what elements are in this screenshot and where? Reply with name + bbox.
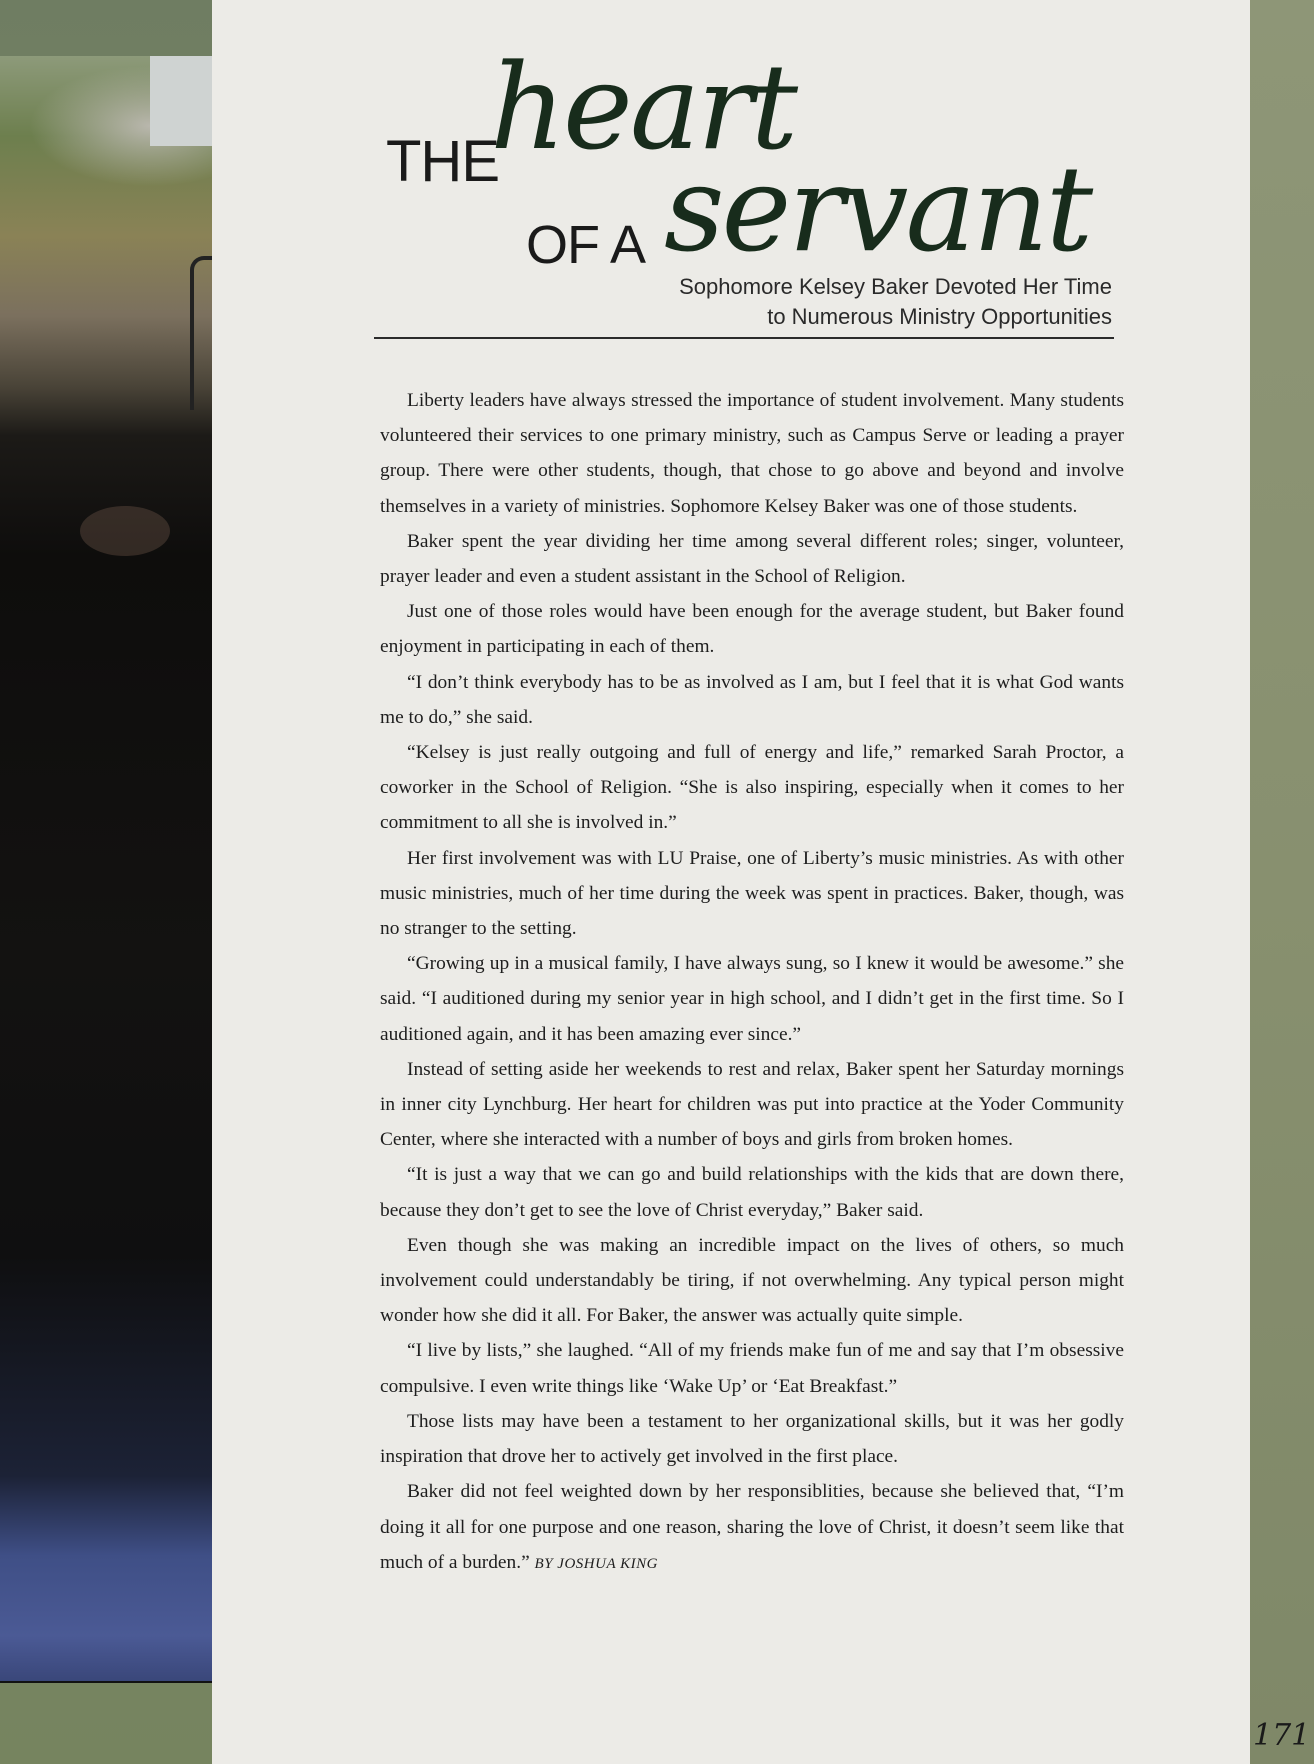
- article-paragraph: “It is just a way that we can go and build relationships with the kids that are down there, because they don’t get to see the love of Christ everyday,” Baker said.: [380, 1164, 1124, 1221]
- subtitle-line-2: to Numerous Ministry Opportunities: [767, 304, 1112, 329]
- headline-servant: servant: [664, 140, 1091, 278]
- article-body: [380, 383, 1124, 1582]
- headline-heart: heart: [490, 38, 796, 176]
- right-margin-band: [1250, 0, 1314, 1764]
- article-paragraph: Liberty leaders have always stressed the importance of student involvement. Many students volunteered their services to one primary ministry, such as Campus Serve or leading a prayer group. There were other students, though, that chose to go above and beyond and involve themselves in a variety of ministries. Sophomore Kelsey Baker was one of those students.: [380, 390, 1124, 517]
- footer-page-number: 171: [1253, 1718, 1311, 1753]
- headline-of-a: OF A: [526, 215, 646, 275]
- article-paragraph: Baker spent the year dividing her time among several different roles; singer, volunteer, prayer leader and even a student assistant in the School of Religion.: [380, 530, 1124, 588]
- subtitle-line-1: Sophomore Kelsey Baker Devoted Her Time: [679, 274, 1112, 299]
- article-paragraph: “Growing up in a musical family, I have always sung, so I knew it would be awesome.” she said. “I auditioned during my senior year in high school, and I didn’t get in the first time. So I auditioned again, and it has been amazing ever since.”: [380, 953, 1124, 1045]
- article-paragraph-last: [380, 1474, 1124, 1582]
- headline-the: THE: [386, 129, 499, 194]
- article-paragraph: “I live by lists,” she laughed. “All of my friends make fun of me and say that I’m obsessive compulsive. I even write things like ‘Wake Up’ or ‘Eat Breakfast.”: [380, 1340, 1124, 1397]
- subtitle: [560, 272, 1112, 332]
- article-paragraph: Her first involvement was with LU Praise, one of Liberty’s music ministries. As with other music ministries, much of her time during the week was spent in practices. Baker, though, was no stranger to the setting.: [380, 847, 1124, 940]
- last-paragraph-text: Baker did not feel weighted down by her responsiblities, because she believed that, “I’m doing it all for one purpose and one reason, sharing the love of Christ, it doesn’t seem like that much of a burden.”: [380, 1481, 1124, 1573]
- article-paragraph: Just one of those roles would have been enough for the average student, but Baker found enjoyment in participating in each of them.: [380, 601, 1124, 658]
- article-paragraph: Instead of setting aside her weekends to rest and relax, Baker spent her Saturday mornings in inner city Lynchburg. Her heart for children was put into practice at the Yoder Community Center, where she interacted with a number of boys and girls from broken homes.: [380, 1058, 1124, 1151]
- article-paragraph: Even though she was making an incredible impact on the lives of others, so much involvement could understandably be tiring, if not overwhelming. Any typical person might wonder how she did it all. For Baker, the answer was actually quite simple.: [380, 1234, 1124, 1327]
- footer-section-label: kelsey baker: [1148, 1732, 1233, 1749]
- article-paragraph: “Kelsey is just really outgoing and full of energy and life,” remarked Sarah Proctor, a coworker in the School of Religion. “She is also inspiring, especially when it comes to her commitment to all she is involved in.”: [380, 742, 1124, 834]
- article-paragraph: Those lists may have been a testament to her organizational skills, but it was her godly inspiration that drove her to actively get involved in the first place.: [380, 1410, 1124, 1468]
- byline: BY JOSHUA KING: [534, 1555, 658, 1572]
- headline-divider: [374, 337, 1114, 339]
- article-paragraph: “I don’t think everybody has to be as involved as I am, but I feel that it is what God wants me to do,” she said.: [380, 671, 1124, 728]
- photo-highlight: [80, 506, 170, 556]
